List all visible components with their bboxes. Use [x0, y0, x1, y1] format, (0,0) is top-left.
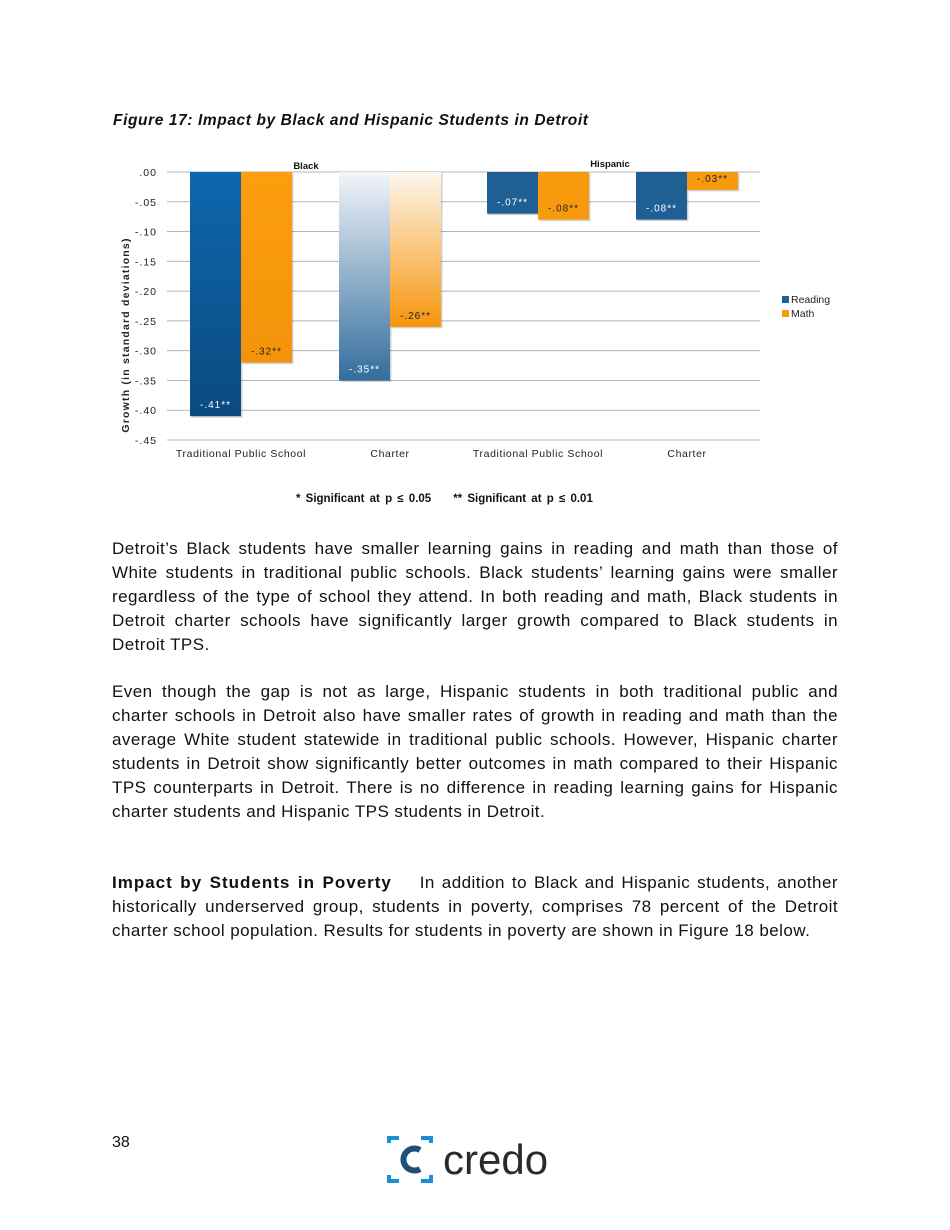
significance-note [296, 493, 615, 505]
data-label: -.03** [696, 173, 729, 185]
y-tick-label: -.15 [134, 256, 157, 269]
x-tick-label: Charter [667, 448, 707, 460]
data-label: -.08** [547, 203, 580, 215]
y-tick-label: -.40 [134, 405, 157, 418]
bar-reading [190, 172, 241, 416]
section-heading-poverty: Impact by Students in Poverty [112, 873, 392, 892]
legend-swatch-math [782, 310, 789, 317]
y-tick-label: -.35 [134, 375, 157, 388]
group-label-black: Black [293, 161, 319, 172]
data-label: -.08** [645, 203, 678, 215]
data-label: -.41** [199, 400, 232, 412]
legend-label-math: Math [791, 308, 815, 320]
y-tick-label: -.30 [134, 345, 157, 358]
group-label-hispanic: Hispanic [590, 159, 630, 170]
credo-logo-text: credo [443, 1136, 549, 1183]
data-label: -.35** [348, 364, 381, 376]
y-tick-label: -.05 [134, 196, 157, 209]
paragraph-poverty [112, 871, 838, 943]
bar-math [390, 172, 441, 327]
y-tick-label: .00 [139, 167, 157, 179]
paragraph-poverty-body: In addition to Black and Hispanic students, another historically underserved group, students in poverty, comprises 78 percent of the Detroit charter school population. Results for students in poverty are shown in Figure 18 below. [112, 873, 838, 940]
y-tick-label: -.45 [134, 435, 157, 447]
y-tick-label: -.10 [134, 226, 157, 239]
y-axis-label: Growth (in standard deviations) [120, 237, 132, 433]
y-tick-label: -.20 [134, 286, 157, 299]
figure-title: Figure 17: Impact by Black and Hispanic Students in Detroit [113, 112, 589, 129]
data-label: -.07** [496, 197, 529, 209]
bar-reading [339, 172, 390, 380]
credo-logo [385, 1135, 570, 1187]
page-number: 38 [112, 1134, 130, 1151]
x-tick-label: Traditional Public School [175, 448, 307, 460]
paragraph-black-students: Detroit’s Black students have smaller learning gains in reading and math than those of White students in traditional public schools. Black students’ learning gains were smaller regardless of the type of school they attend. In both reading and math, Black students in Detroit charter schools have significantly larger growth compared to Black students in Detroit TPS. [112, 539, 838, 654]
data-label: -.26** [399, 310, 432, 322]
bar-math [241, 172, 292, 363]
significance-double: ** Significant at p ≤ 0.01 [453, 493, 593, 505]
paragraph-hispanic-students: Even though the gap is not as large, Hispanic students in both traditional public and charter schools in Detroit also have smaller rates of growth in reading and math than the average White student statewide in traditional public schools. However, Hispanic charter students in Detroit show significantly better outcomes in math compared to their Hispanic TPS counterparts in Detroit. There is no difference in reading learning gains for Hispanic charter students and Hispanic TPS students in Detroit. [112, 682, 838, 821]
significance-single: * Significant at p ≤ 0.05 [296, 493, 432, 505]
x-tick-label: Charter [370, 448, 410, 460]
legend-swatch-reading [782, 296, 789, 303]
credo-bracket-icon [389, 1138, 431, 1181]
y-tick-label: -.25 [134, 315, 157, 328]
data-label: -.32** [250, 346, 283, 358]
x-tick-label: Traditional Public School [472, 448, 604, 460]
legend-label-reading: Reading [791, 294, 831, 306]
bar-chart [0, 0, 950, 480]
